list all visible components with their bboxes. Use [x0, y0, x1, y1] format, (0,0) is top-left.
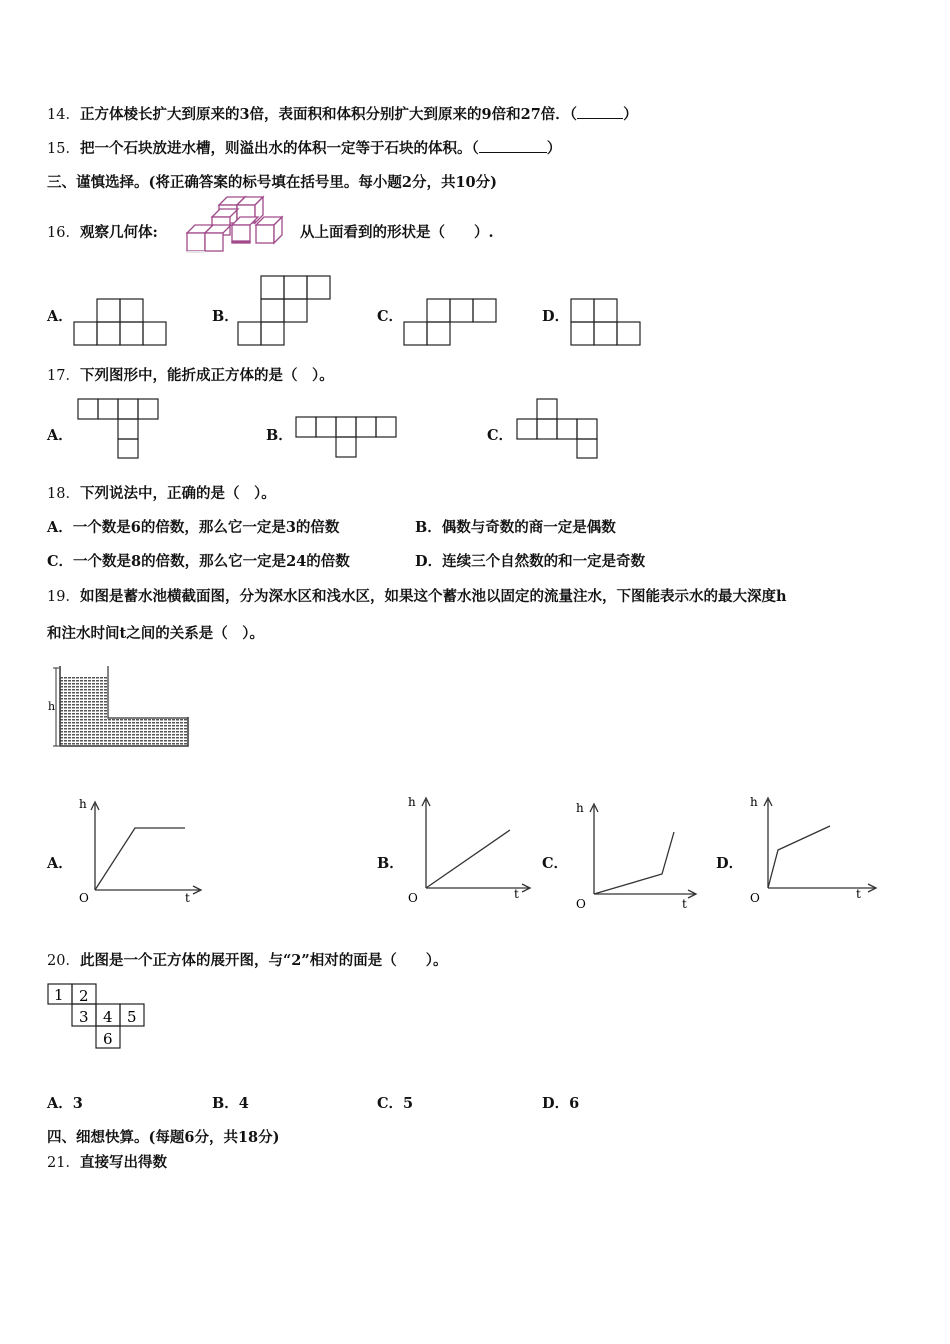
net-face-4: 4 — [103, 1008, 113, 1026]
graph-b-o: O — [408, 891, 418, 905]
q16-suffix: 从上面看到的形状是（ ）. — [300, 224, 494, 241]
q14-answer-blank[interactable] — [577, 118, 623, 119]
q16-prefix-text: 观察几何体: — [79, 224, 158, 241]
q21-text: 直接写出得数 — [79, 1154, 167, 1171]
q15 — [47, 137, 561, 158]
q18-number: 18． — [47, 486, 80, 502]
graph-c-curve — [594, 832, 674, 894]
q16-option-b-label[interactable]: B． — [212, 308, 239, 325]
reservoir-h-label: h — [48, 700, 56, 713]
net-face-3: 3 — [79, 1008, 89, 1026]
q18 — [47, 482, 276, 503]
graph-a-h: h — [79, 797, 87, 811]
net-face-2: 2 — [79, 987, 89, 1005]
q17-option-c-label[interactable]: C． — [487, 427, 514, 444]
net-face-5: 5 — [127, 1008, 137, 1026]
q17-option-a-label[interactable]: A． — [47, 427, 73, 444]
q15-text: 把一个石块放进水槽，则溢出水的体积一定等于石块的体积。（ — [79, 140, 479, 157]
q20-number: 20． — [47, 953, 80, 969]
net-face-1: 1 — [54, 986, 64, 1004]
q18-text: 下列说法中，正确的是（ ）。 — [79, 485, 276, 502]
q17-option-a-net — [78, 398, 162, 460]
section-4-heading: 四、细想快算。(每题6分，共18分) — [47, 1129, 280, 1146]
q21 — [47, 1151, 167, 1172]
q14-close: ） — [623, 106, 638, 123]
graph-a-o: O — [79, 891, 89, 905]
q19-option-d-graph — [744, 788, 884, 908]
q19-option-a-label[interactable]: A． — [47, 855, 73, 872]
q14-number: 14． — [47, 107, 80, 123]
graph-c-t: t — [682, 897, 687, 911]
q17-option-b-label[interactable]: B． — [266, 427, 293, 444]
q16-option-b-figure — [238, 275, 332, 347]
q19-option-b-graph — [402, 788, 532, 908]
q15-answer-blank[interactable] — [479, 152, 547, 153]
q14 — [47, 103, 638, 124]
q17-number: 17． — [47, 368, 80, 384]
q20-option-d[interactable]: D．6 — [542, 1095, 580, 1112]
q16-prefix — [47, 221, 158, 242]
graph-d-curve — [768, 826, 830, 888]
graph-d-o: O — [750, 891, 760, 905]
q18-option-b[interactable]: B．偶数与奇数的商一定是偶数 — [415, 519, 616, 536]
q18-option-c[interactable]: C．一个数是8的倍数，那么它一定是24的倍数 — [47, 553, 350, 570]
q20-option-b[interactable]: B．4 — [212, 1095, 249, 1112]
q19-number: 19． — [47, 589, 80, 605]
graph-a-curve — [95, 828, 185, 890]
q16-solid-figure — [185, 193, 285, 259]
net-face-6: 6 — [103, 1030, 113, 1048]
q16-option-d-figure — [571, 298, 643, 346]
graph-b-h: h — [408, 795, 416, 809]
graph-a-t: t — [185, 891, 190, 905]
q20-cube-net — [47, 983, 151, 1055]
q19-reservoir-diagram — [48, 662, 198, 752]
graph-c-h: h — [576, 801, 584, 815]
q19-line-1 — [47, 585, 787, 606]
q16-option-d-label[interactable]: D． — [542, 308, 570, 325]
q19-option-c-graph — [570, 792, 700, 912]
graph-b-t: t — [514, 887, 519, 901]
q20-option-a[interactable]: A．3 — [47, 1095, 83, 1112]
q15-number: 15． — [47, 141, 80, 157]
q15-close: ） — [546, 140, 562, 157]
q16-option-c-label[interactable]: C． — [377, 308, 404, 325]
graph-d-h: h — [750, 795, 758, 809]
q17-option-c-net — [517, 398, 603, 460]
q16-option-a-label[interactable]: A． — [47, 308, 73, 325]
q19-option-d-label[interactable]: D． — [716, 855, 744, 872]
q16-option-a-figure — [74, 298, 168, 346]
q19-text-1: 如图是蓄水池横截面图，分为深水区和浅水区，如果这个蓄水池以固定的流量注水，下图能表示水的最大深度h — [79, 588, 787, 605]
q16-number: 16． — [47, 225, 80, 241]
graph-d-t: t — [856, 887, 861, 901]
section-3-heading: 三、谨慎选择。(将正确答案的标号填在括号里。每小题2分，共10分) — [47, 174, 497, 191]
q19-option-b-label[interactable]: B． — [377, 855, 404, 872]
graph-c-o: O — [576, 897, 586, 911]
graph-b-curve — [426, 830, 510, 888]
q18-option-d[interactable]: D．连续三个自然数的和一定是奇数 — [415, 553, 646, 570]
q18-option-a[interactable]: A．一个数是6的倍数，那么它一定是3的倍数 — [47, 519, 340, 536]
q20-text: 此图是一个正方体的展开图，与“2”相对的面是（ ）。 — [79, 952, 448, 969]
q19-option-c-label[interactable]: C． — [542, 855, 569, 872]
q17-text: 下列图形中，能折成正方体的是（ ）。 — [79, 367, 334, 384]
q19-line-2: 和注水时间t之间的关系是（ ）。 — [47, 625, 264, 642]
q17 — [47, 364, 334, 385]
q21-number: 21． — [47, 1155, 80, 1171]
q19-option-a-graph — [73, 790, 203, 910]
q17-option-b-net — [296, 416, 400, 460]
q20-option-c[interactable]: C．5 — [377, 1095, 414, 1112]
q16-option-c-figure — [404, 298, 500, 346]
q14-text: 正方体棱长扩大到原来的3倍，表面积和体积分别扩大到原来的9倍和27倍．（ — [79, 106, 578, 123]
q20 — [47, 949, 447, 970]
